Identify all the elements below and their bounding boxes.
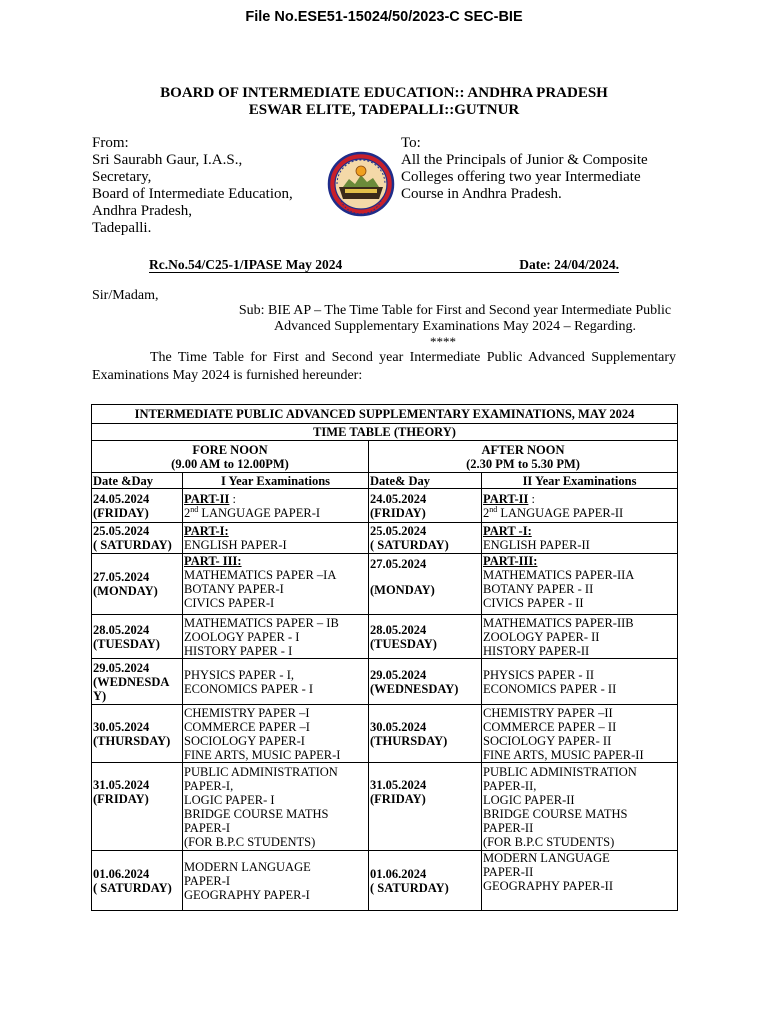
exam-paper: ENGLISH PAPER-II [483,538,590,552]
exam-paper: PHYSICS PAPER - II [483,667,595,682]
day-text: ( SATURDAY) [370,538,449,552]
date-text: 29.05.2024 [93,660,150,675]
date-text: 30.05.2024 [370,719,427,734]
exam-paper: CHEMISTRY PAPER –II [483,705,613,720]
date-text: 25.05.2024 [370,524,427,538]
to-line: Course in Andhra Pradesh. [401,186,562,202]
exam-paper: MATHEMATICS PAPER-IIB [483,615,634,630]
exam-paper: ZOOLOGY PAPER - I [184,629,300,644]
date-text: 30.05.2024 [93,719,150,734]
exam-paper: BRIDGE COURSE MATHS [184,806,329,821]
exam-paper: COMMERCE PAPER –I [184,719,310,734]
date-cell [92,659,183,705]
intro-paragraph: The Time Table for First and Second year Intermediate Public Advanced Supplementary Examinations May 2024 is furnished hereunder: [92,350,676,383]
exam-paper: PAPER-I [184,873,231,888]
exam-paper: PAPER-II, [483,778,537,793]
fore-noon-label: FORE NOON [192,442,268,457]
exam-paper: PAPER-II [483,820,534,835]
exam-paper: GEOGRAPHY PAPER-I [184,887,310,902]
exam-paper: CIVICS PAPER - II [483,596,584,610]
date-text: 31.05.2024 [370,778,427,792]
timetable-title: INTERMEDIATE PUBLIC ADVANCED SUPPLEMENTARY EXAMINATIONS, MAY 2024 [92,405,678,424]
exam-paper: LOGIC PAPER- I [184,792,275,807]
file-number: File No.ESE51-15024/50/2023-C SEC-BIE [245,9,523,25]
exam-cell [183,763,369,851]
date-text: 24.05.2024 [370,491,427,506]
exam-paper: CHEMISTRY PAPER –I [184,705,310,720]
column-header-date-1: Date &Day [92,473,183,489]
board-title-line1: BOARD OF INTERMEDIATE EDUCATION:: ANDHRA PRADESH [160,85,608,101]
day-text: ( SATURDAY) [93,880,172,895]
ordinal-number: 2 [483,505,490,520]
date-cell [92,705,183,763]
exam-paper: MODERN LANGUAGE [184,859,311,874]
date-text: 01.06.2024 [93,866,150,881]
date-cell [369,523,482,554]
separator-stars: **** [430,334,456,349]
exam-paper: PHYSICS PAPER - I, [184,667,294,682]
date-cell [369,659,482,705]
exam-paper: SOCIOLOGY PAPER- II [483,733,612,748]
from-line: Andhra Pradesh, [92,203,192,219]
date-text: 28.05.2024 [93,622,150,637]
ordinal-suffix: nd [489,504,498,514]
day-text: (MONDAY) [93,584,158,598]
date-cell [92,763,183,851]
exam-paper: LOGIC PAPER-II [483,792,575,807]
date-text: 27.05.2024 [93,570,150,584]
fore-noon-header [92,441,369,473]
exam-paper: FINE ARTS, MUSIC PAPER-II [483,747,644,762]
subject: Sub: BIE AP – The Time Table for First and Second year Intermediate Public Advanced Supplementary Examinations May 2024 – Regarding. [238,303,672,334]
board-title-line2: ESWAR ELITE, TADEPALLI::GUTNUR [248,102,520,118]
date-text: 01.06.2024 [370,866,427,881]
exam-cell [183,615,369,659]
date-cell [92,851,183,911]
exam-paper: COMMERCE PAPER – II [483,719,617,734]
exam-paper: GEOGRAPHY PAPER-II [483,879,613,893]
day-text: (THURSDAY) [93,733,171,748]
board-emblem-icon [327,151,395,217]
table-row [92,763,678,851]
date-cell [369,615,482,659]
day-text: (FRIDAY) [370,792,426,806]
date-cell [369,763,482,851]
exam-paper: LANGUAGE PAPER-II [497,505,624,520]
column-header-exam-2: II Year Examinations [482,473,678,489]
exam-cell [482,851,678,911]
exam-cell [482,523,678,554]
date-cell [369,554,482,615]
date-text: 25.05.2024 [93,524,150,538]
table-row [92,615,678,659]
day-text: (THURSDAY) [370,733,448,748]
exam-cell [482,489,678,523]
table-row [92,489,678,523]
fore-noon-time: (9.00 AM to 12.00PM) [171,456,289,471]
exam-paper: ZOOLOGY PAPER- II [483,629,600,644]
date-text: 24.05.2024 [93,491,150,506]
board-title [0,85,768,119]
exam-cell [183,705,369,763]
exam-paper: MODERN LANGUAGE [483,851,610,865]
ordinal-suffix: nd [190,504,199,514]
day-text: (WEDNESDAY) [370,681,459,696]
exam-paper: MATHEMATICS PAPER-IIA [483,568,635,582]
reference-date: Date: 24/04/2024. [519,257,619,272]
part-heading: PART-III: [483,554,538,568]
day-text: (FRIDAY) [93,792,149,806]
exam-paper: ECONOMICS PAPER - I [184,681,314,696]
exam-paper: BOTANY PAPER - II [483,582,594,596]
day-text: ( SATURDAY) [370,880,449,895]
day-text: (FRIDAY) [93,505,149,520]
exam-paper: ECONOMICS PAPER - II [483,681,617,696]
salutation: Sir/Madam, [92,288,159,303]
exam-paper: HISTORY PAPER - I [184,643,293,658]
exam-paper: CIVICS PAPER-I [184,596,275,610]
part-heading: PART-II [184,491,230,506]
date-cell [92,489,183,523]
table-row [92,705,678,763]
part-heading: PART-II [483,491,529,506]
exam-paper: MATHEMATICS PAPER –IA [184,568,337,582]
exam-cell [183,659,369,705]
date-text: 29.05.2024 [370,667,427,682]
exam-paper: BOTANY PAPER-I [184,582,284,596]
exam-cell [482,615,678,659]
after-noon-time: (2.30 PM to 5.30 PM) [466,456,580,471]
day-text: ( SATURDAY) [93,538,172,552]
to-line: All the Principals of Junior & Composite [401,152,648,168]
exam-cell [482,705,678,763]
day-text-wrap: Y) [93,688,107,703]
exam-paper: LANGUAGE PAPER-I [198,505,321,520]
date-text: 28.05.2024 [370,622,427,637]
part-heading: PART -I: [483,524,532,538]
part-heading: PART-I: [184,524,229,538]
from-address [92,135,293,237]
from-line: Tadepalli. [92,220,152,236]
column-header-exam-1: I Year Examinations [183,473,369,489]
exam-cell [183,523,369,554]
from-line: Board of Intermediate Education, [92,186,293,202]
date-cell [369,851,482,911]
to-line: Colleges offering two year Intermediate [401,169,641,185]
exam-cell [183,489,369,523]
part-heading-suffix: : [528,491,536,506]
from-line: From: [92,135,129,151]
day-text: (FRIDAY) [370,505,426,520]
exam-paper: FINE ARTS, MUSIC PAPER-I [184,747,341,762]
exam-paper: PAPER-I, [184,778,234,793]
exam-cell [482,554,678,615]
timetable [91,404,678,911]
exam-paper: PUBLIC ADMINISTRATION [483,764,637,779]
to-address [401,135,691,203]
date-cell [92,554,183,615]
from-line: Sri Saurabh Gaur, I.A.S., [92,152,243,168]
ordinal-number: 2 [184,505,191,520]
table-row [92,851,678,911]
part-heading: PART- III: [184,554,242,568]
exam-paper: BRIDGE COURSE MATHS [483,806,628,821]
exam-paper: PAPER-I [184,820,231,835]
exam-cell [183,851,369,911]
from-line: Secretary, [92,169,152,185]
column-header-date-2: Date& Day [369,473,482,489]
exam-paper: HISTORY PAPER-II [483,643,590,658]
exam-paper: PAPER-II [483,865,534,879]
exam-cell [482,659,678,705]
part-heading-suffix: : [229,491,237,506]
date-cell [369,705,482,763]
day-text: (WEDNESDA [93,674,170,689]
timetable-subtitle: TIME TABLE (THEORY) [92,424,678,441]
date-text: 27.05.2024 [370,557,427,571]
to-line: To: [401,135,421,151]
exam-paper: (FOR B.P.C STUDENTS) [184,834,316,849]
day-text: (TUESDAY) [370,636,437,651]
table-row [92,523,678,554]
exam-paper: PUBLIC ADMINISTRATION [184,764,338,779]
day-text: (MONDAY) [370,583,435,597]
after-noon-label: AFTER NOON [481,442,565,457]
reference-line [149,257,619,273]
table-row [92,554,678,615]
exam-paper: (FOR B.P.C STUDENTS) [483,834,615,849]
reference-number: Rc.No.54/C25-1/IPASE May 2024 [149,257,343,272]
exam-paper: SOCIOLOGY PAPER-I [184,733,305,748]
exam-paper: MATHEMATICS PAPER – IB [184,615,339,630]
day-text: (TUESDAY) [93,636,160,651]
date-cell [92,615,183,659]
date-cell [92,523,183,554]
exam-paper: ENGLISH PAPER-I [184,538,287,552]
after-noon-header [369,441,678,473]
exam-cell [183,554,369,615]
table-row [92,659,678,705]
date-cell [369,489,482,523]
exam-cell [482,763,678,851]
date-text: 31.05.2024 [93,778,150,792]
